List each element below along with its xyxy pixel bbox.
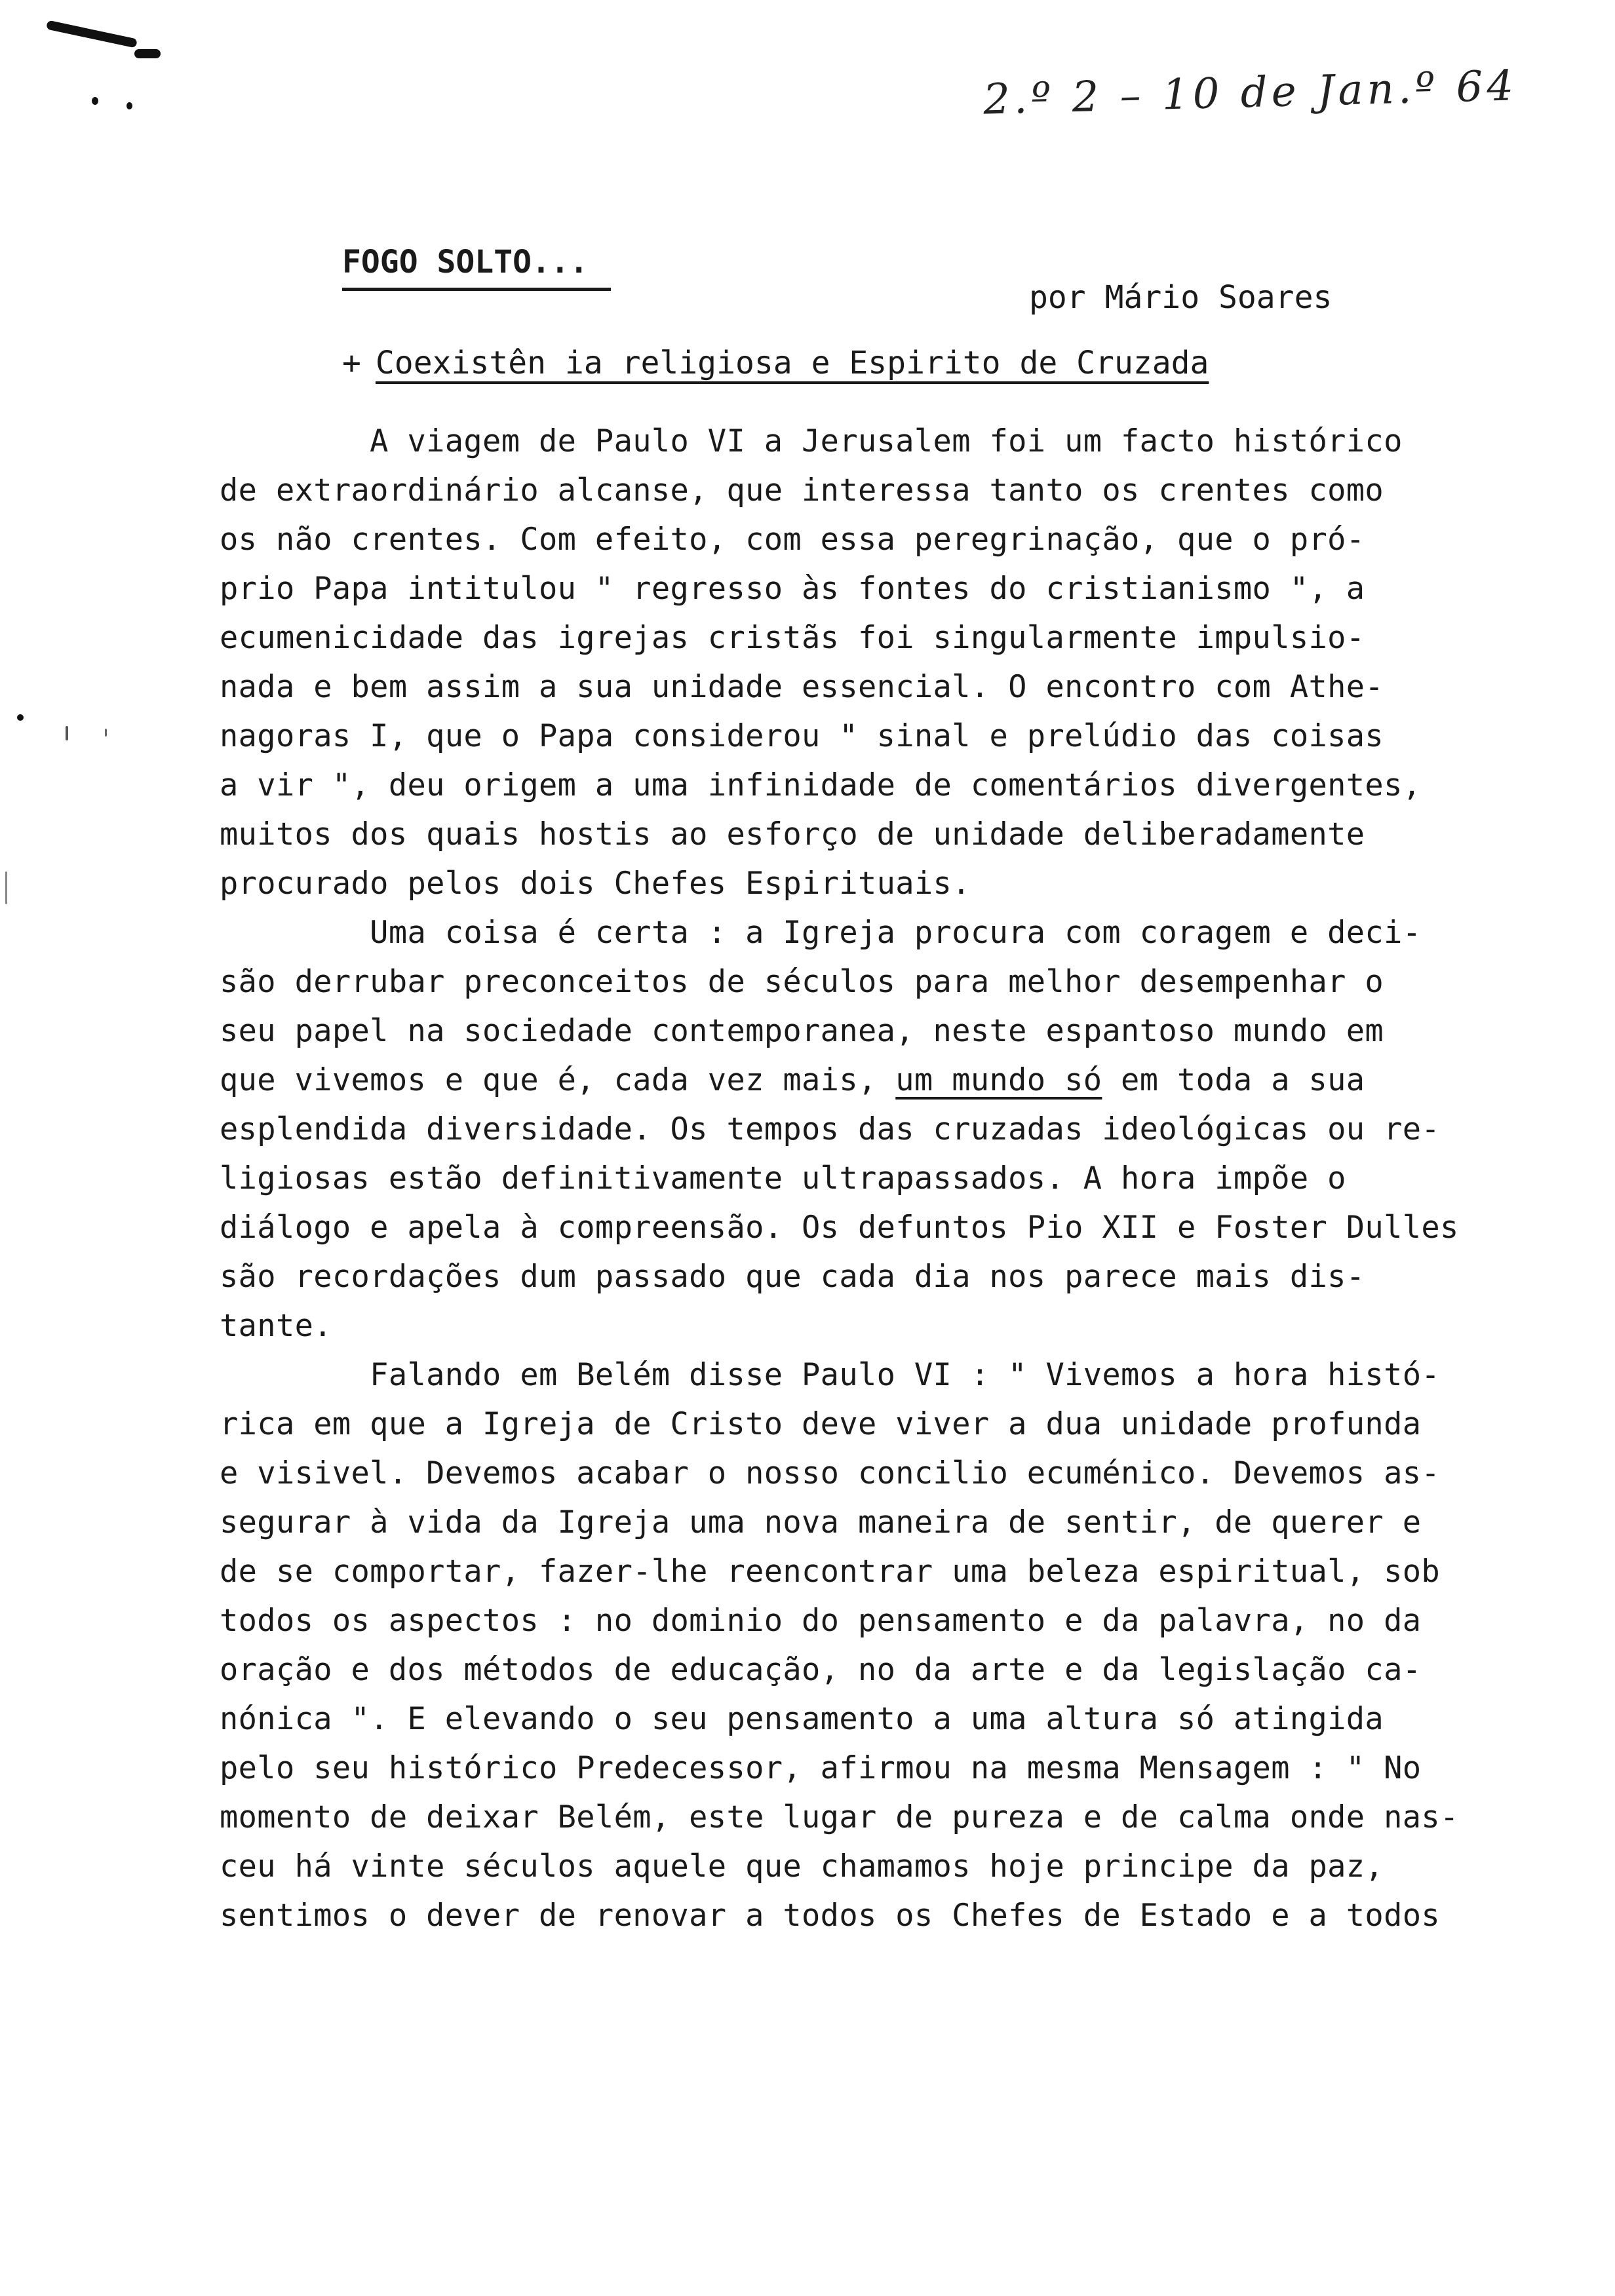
- body-line: segurar à vida da Igreja uma nova maneira de sentir, de querer e: [220, 1504, 1422, 1540]
- body-line: seu papel na sociedade contemporanea, neste espantoso mundo em: [220, 1013, 1384, 1049]
- body-line: Uma coisa é certa : a Igreja procura com coragem e deci-: [220, 915, 1422, 951]
- body-line: nónica ". E elevando o seu pensamento a uma altura só atingida: [220, 1701, 1384, 1737]
- body-line: os não crentes. Com efeito, com essa peregrinação, que o pró-: [220, 522, 1365, 558]
- body-line: pelo seu histórico Predecessor, afirmou na mesma Mensagem : " No: [220, 1750, 1422, 1786]
- body-line: [220, 1062, 1365, 1098]
- underlined-phrase: um mundo só: [895, 1062, 1102, 1098]
- body-line: A viagem de Paulo VI a Jerusalem foi um facto histórico: [220, 423, 1403, 459]
- scan-mark: [5, 871, 7, 904]
- body-line: nada e bem assim a sua unidade essencial. O encontro com Athe-: [220, 669, 1384, 705]
- body-line: esplendida diversidade. Os tempos das cruzadas ideológicas ou re-: [220, 1111, 1441, 1147]
- body-line: diálogo e apela à compreensão. Os defuntos Pio XII e Foster Dulles: [220, 1210, 1459, 1246]
- article-title: FOGO SOLTO...: [342, 244, 589, 280]
- body-line: são derrubar preconceitos de séculos para melhor desempenhar o: [220, 964, 1384, 1000]
- scan-mark: [134, 49, 161, 58]
- scan-mark: [126, 102, 132, 109]
- body-line: prio Papa intitulou " regresso às fontes do cristianismo ", a: [220, 571, 1365, 607]
- body-text: que vivemos e que é, cada vez mais,: [220, 1062, 896, 1098]
- body-line: são recordações dum passado que cada dia nos parece mais dis-: [220, 1259, 1365, 1295]
- title-underline: [342, 288, 611, 291]
- body-line: a vir ", deu origem a uma infinidade de comentários divergentes,: [220, 767, 1422, 803]
- scan-mark: [66, 726, 68, 740]
- body-text: em toda a sua: [1102, 1062, 1365, 1098]
- subheading-marker: +: [342, 345, 361, 381]
- body-line: Falando em Belém disse Paulo VI : " Vivemos a hora histó-: [220, 1357, 1441, 1393]
- scan-mark: [92, 97, 98, 105]
- scan-mark: [105, 729, 107, 737]
- subheading-text: Coexistên ia religiosa e Espirito de Cruzada: [375, 345, 1209, 381]
- body-line: todos os aspectos : no dominio do pensamento e da palavra, no da: [220, 1603, 1422, 1639]
- body-line: muitos dos quais hostis ao esforço de unidade deliberadamente: [220, 816, 1365, 852]
- body-line: e visivel. Devemos acabar o nosso concilio ecuménico. Devemos as-: [220, 1455, 1441, 1491]
- body-line: de extraordinário alcanse, que interessa tanto os crentes como: [220, 472, 1384, 508]
- scan-mark: [17, 714, 24, 721]
- scan-mark: [46, 20, 138, 48]
- body-line: ecumenicidade das igrejas cristãs foi singularmente impulsio-: [220, 620, 1365, 656]
- byline: por Mário Soares: [1029, 279, 1333, 316]
- body-line: ligiosas estão definitivamente ultrapassados. A hora impõe o: [220, 1160, 1346, 1196]
- body-line: nagoras I, que o Papa considerou " sinal e prelúdio das coisas: [220, 718, 1384, 754]
- body-line: procurado pelos dois Chefes Espirituais.: [220, 866, 971, 902]
- body-line: tante.: [220, 1308, 332, 1344]
- archive-reference: 2.º 2 – 10 de Jan.º 64: [983, 62, 1518, 124]
- body-line: momento de deixar Belém, este lugar de pureza e de calma onde nas-: [220, 1799, 1459, 1835]
- body-line: sentimos o dever de renovar a todos os Chefes de Estado e a todos: [220, 1898, 1441, 1934]
- body-line: de se comportar, fazer-lhe reencontrar uma beleza espiritual, sob: [220, 1554, 1441, 1590]
- body-line: rica em que a Igreja de Cristo deve viver a dua unidade profunda: [220, 1406, 1422, 1442]
- body-line: oração e dos métodos de educação, no da arte e da legislação ca-: [220, 1652, 1422, 1688]
- subheading: [342, 345, 1209, 381]
- body-line: ceu há vinte séculos aquele que chamamos hoje principe da paz,: [220, 1848, 1384, 1885]
